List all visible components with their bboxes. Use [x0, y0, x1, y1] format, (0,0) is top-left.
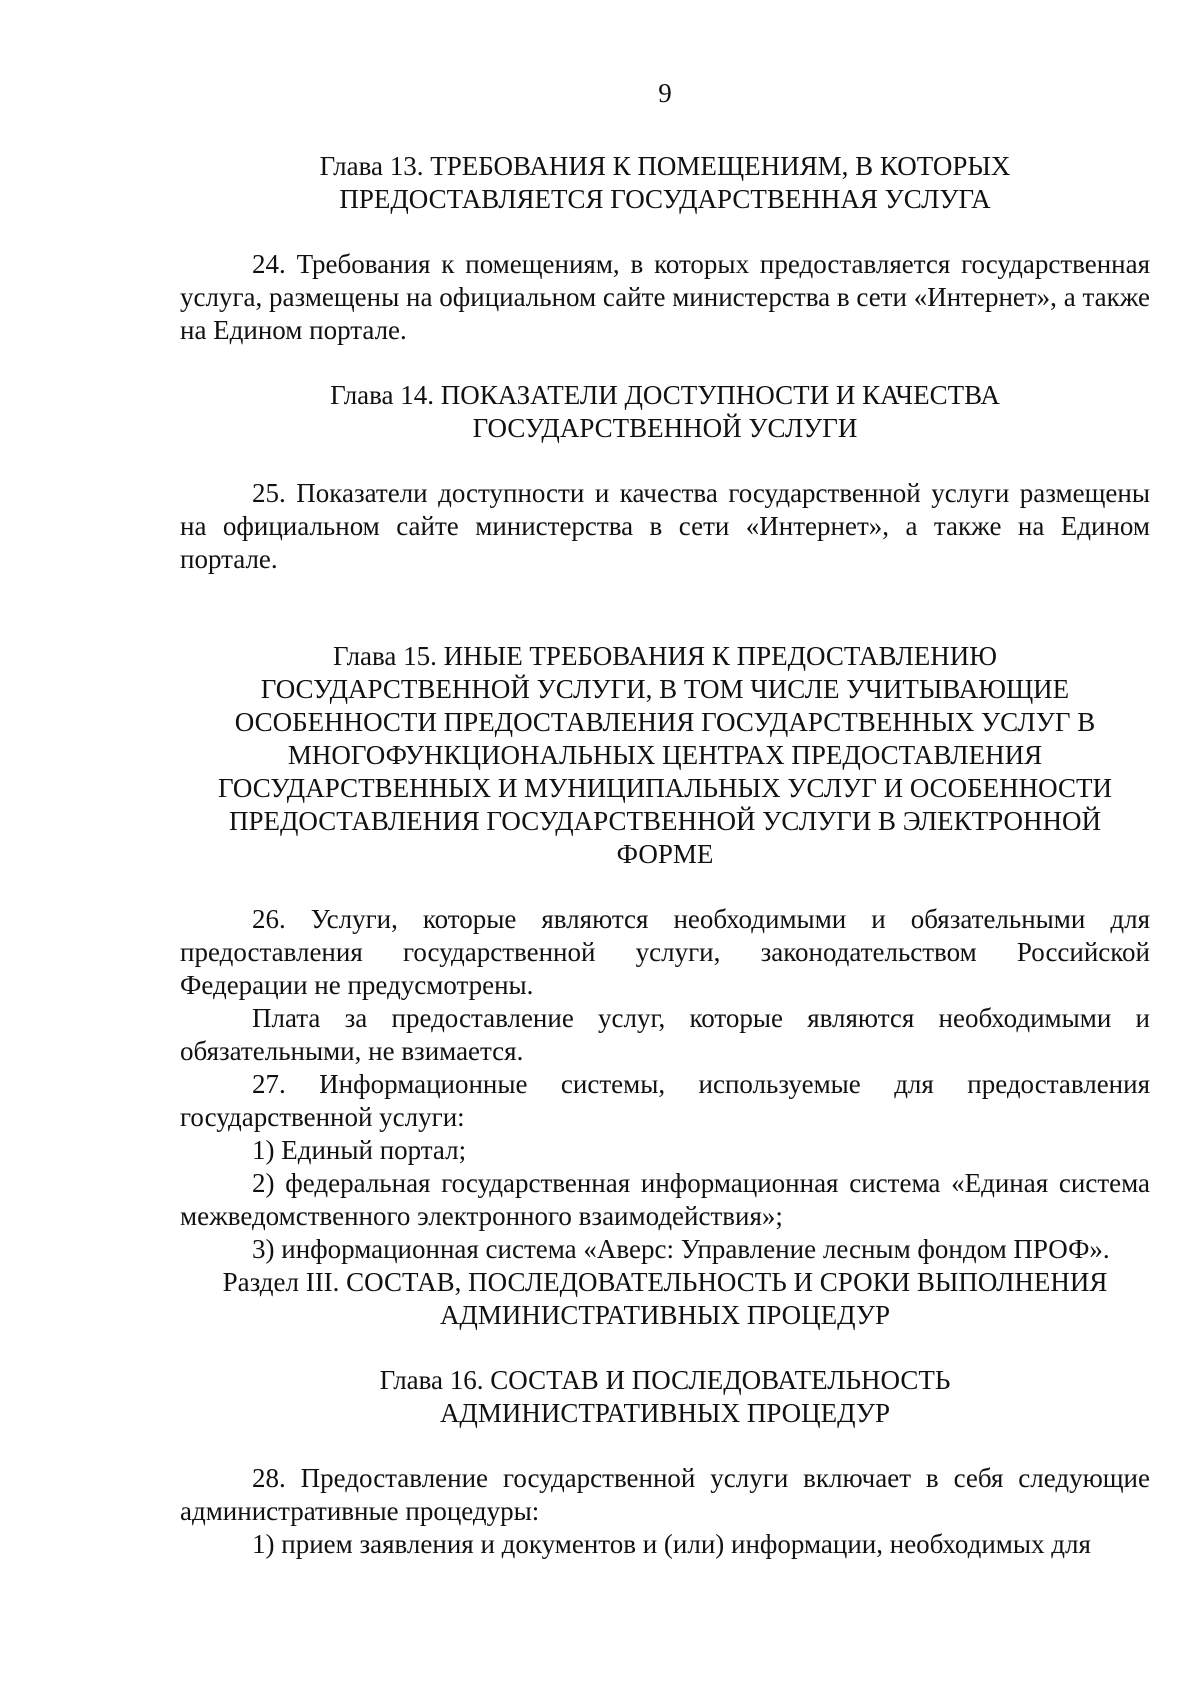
heading-line: ФОРМЕ [616, 839, 714, 869]
page-number: 9 [658, 78, 672, 108]
paragraph-27: 27. Информационные системы, используемые для предоставления государственной услуги: [180, 1069, 1150, 1132]
list-item: 2) федеральная государственная информационная система «Единая система межведомственного электронного взаимодействия»; [180, 1168, 1150, 1231]
heading-line: ГОСУДАРСТВЕННОЙ УСЛУГИ, В ТОМ ЧИСЛЕ УЧИТЫВАЮЩИЕ [260, 674, 1070, 704]
paragraph-24: 24. Требования к помещениям, в которых предоставляется государственная услуга, размещены на официальном сайте министерства в сети «Интернет», а также на Едином портале. [180, 249, 1150, 345]
heading-line: ПРЕДОСТАВЛЯЕТСЯ ГОСУДАРСТВЕННАЯ УСЛУГА [339, 184, 991, 214]
heading-line: Глава 13. ТРЕБОВАНИЯ К ПОМЕЩЕНИЯМ, В КОТОРЫХ [319, 151, 1011, 181]
heading-line: ПРЕДОСТАВЛЕНИЯ ГОСУДАРСТВЕННОЙ УСЛУГИ В ЭЛЕКТРОННОЙ [228, 806, 1102, 836]
heading-line: Глава 16. СОСТАВ И ПОСЛЕДОВАТЕЛЬНОСТЬ [379, 1365, 951, 1395]
list-item: 1) Единый портал; [252, 1135, 467, 1165]
page-content [180, 78, 1150, 1561]
chapter-13-heading [180, 150, 1150, 216]
heading-line: МНОГОФУНКЦИОНАЛЬНЫХ ЦЕНТРАХ ПРЕДОСТАВЛЕНИЯ [287, 740, 1043, 770]
section-3-heading [180, 1266, 1150, 1332]
heading-line: Раздел III. СОСТАВ, ПОСЛЕДОВАТЕЛЬНОСТЬ И СРОКИ ВЫПОЛНЕНИЯ [222, 1267, 1108, 1297]
heading-line: АДМИНИСТРАТИВНЫХ ПРОЦЕДУР [439, 1300, 891, 1330]
chapter-16-heading [180, 1364, 1150, 1430]
heading-line: АДМИНИСТРАТИВНЫХ ПРОЦЕДУР [439, 1398, 891, 1428]
list-item: 3) информационная система «Аверс: Управление лесным фондом ПРОФ». [252, 1234, 1110, 1264]
paragraph-25: 25. Показатели доступности и качества государственной услуги размещены на официальном сайте министерства в сети «Интернет», а также на Едином портале. [180, 478, 1150, 574]
chapter-15-heading [180, 640, 1150, 871]
paragraph-28: 28. Предоставление государственной услуги включает в себя следующие административные процедуры: [180, 1463, 1150, 1526]
paragraph-26-fee: Плата за предоставление услуг, которые являются необходимыми и обязательными, не взимается. [180, 1003, 1150, 1066]
list-item: 1) прием заявления и документов и (или) информации, необходимых для [252, 1529, 1091, 1559]
heading-line: ОСОБЕННОСТИ ПРЕДОСТАВЛЕНИЯ ГОСУДАРСТВЕННЫХ УСЛУГ В [234, 707, 1096, 737]
heading-line: Глава 15. ИНЫЕ ТРЕБОВАНИЯ К ПРЕДОСТАВЛЕНИЮ [332, 641, 998, 671]
chapter-14-heading [180, 379, 1150, 445]
paragraph-26: 26. Услуги, которые являются необходимыми и обязательными для предоставления государственной услуги, законодательством Российской Федерации не предусмотрены. [180, 904, 1150, 1000]
heading-line: ГОСУДАРСТВЕННЫХ И МУНИЦИПАЛЬНЫХ УСЛУГ И ОСОБЕННОСТИ [218, 773, 1112, 803]
heading-line: ГОСУДАРСТВЕННОЙ УСЛУГИ [472, 413, 858, 443]
heading-line: Глава 14. ПОКАЗАТЕЛИ ДОСТУПНОСТИ И КАЧЕСТВА [330, 380, 1000, 410]
